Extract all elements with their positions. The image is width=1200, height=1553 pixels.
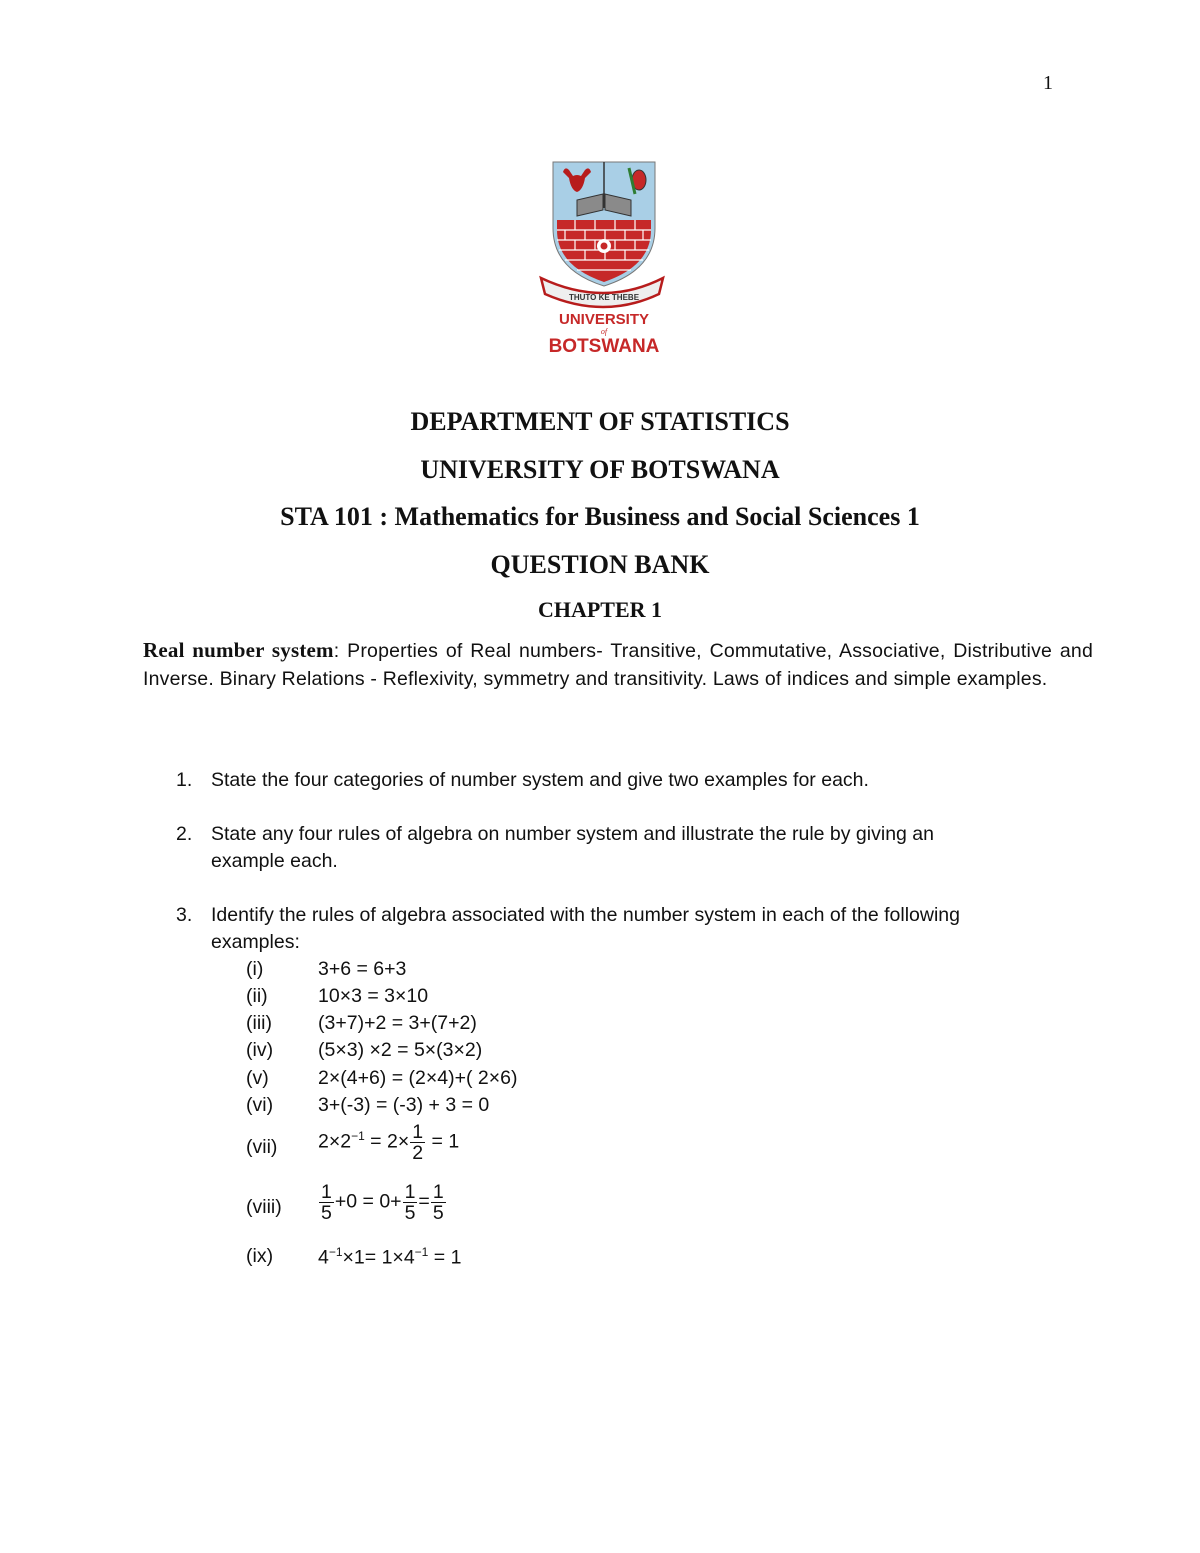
example-expression [318,1245,461,1270]
expr-part: 2×2 [318,1130,352,1153]
page-number: 1 [1043,72,1053,94]
example-label: (iv) [246,1039,274,1061]
example-label: (viii) [246,1196,282,1218]
question-text: State the four categories of number system and give two examples for each. [211,769,869,791]
fraction [403,1182,418,1223]
chapter-heading: CHAPTER 1 [537,597,663,622]
example-expression: (5×3) ×2 = 5×(3×2) [318,1039,483,1061]
course-heading: STA 101 : Mathematics for Business and Social Sciences 1 [280,502,920,531]
fraction-denominator: 5 [432,1202,444,1224]
example-expression: 10×3 = 3×10 [318,985,429,1007]
example-label: (v) [246,1067,269,1089]
expr-part: ×1= 1×4 [342,1246,415,1269]
question-bank-heading: QUESTION BANK [490,550,710,579]
question-text-continued: example each. [211,850,338,872]
fraction [431,1182,446,1223]
expr-part: = 1 [426,1130,460,1153]
exponent: −1 [328,1245,343,1259]
fraction-numerator: 1 [412,1121,424,1143]
example-label: (vi) [246,1094,274,1116]
fraction [410,1122,425,1163]
fraction [319,1182,334,1223]
fraction-denominator: 5 [321,1202,332,1224]
expr-part: 4 [318,1246,329,1269]
intro-text: : Properties of Real numbers- Transitive, Commutative, Associative, Distributive and Inverse. Binary Relations - Reflexivity, symmetry and transitivity. Laws of indices and simple examples. [143,640,1094,690]
fraction-numerator: 1 [432,1181,444,1203]
question-number: 3. [176,904,193,926]
question-text: State any four rules of algebra on number system and illustrate the rule by giving an [211,823,934,845]
expr-part: +0 = 0+ [334,1190,402,1213]
example-expression: 2×(4+6) = (2×4)+( 2×6) [318,1067,518,1089]
fraction-numerator: 1 [321,1181,332,1203]
exponent: −1 [414,1245,429,1259]
example-label: (i) [246,958,264,980]
department-heading: DEPARTMENT OF STATISTICS [410,407,790,436]
question-number: 2. [176,823,193,845]
example-expression [318,1182,447,1223]
fraction-denominator: 2 [412,1142,424,1164]
exponent: −1 [351,1129,365,1144]
expr-part: = 2× [364,1130,410,1153]
expr-part: = 1 [428,1246,462,1269]
university-logo [535,158,669,358]
intro-lead: Real number system [143,638,334,662]
example-label: (ix) [246,1245,274,1267]
expr-part: = [418,1190,430,1213]
question-number: 1. [176,769,193,791]
example-expression: 3+(-3) = (-3) + 3 = 0 [318,1094,490,1116]
logo-motto: THUTO KE THEBE [568,293,640,302]
example-expression: (3+7)+2 = 3+(7+2) [318,1012,477,1034]
example-expression: 3+6 = 6+3 [318,958,407,980]
example-label: (iii) [246,1012,272,1034]
university-heading: UNIVERSITY OF BOTSWANA [420,455,780,484]
fraction-denominator: 5 [404,1202,416,1224]
fraction-numerator: 1 [404,1181,416,1203]
logo-name-line1: UNIVERSITY [558,311,650,328]
question-text: Identify the rules of algebra associated with the number system in each of the following [211,904,960,926]
question-text-continued: examples: [211,931,300,953]
chapter-intro [143,637,1093,693]
logo-name-of: of [600,327,608,336]
logo-name-line2: BOTSWANA [548,336,660,357]
example-label: (vii) [246,1136,278,1158]
example-label: (ii) [246,985,268,1007]
example-expression [318,1122,459,1163]
